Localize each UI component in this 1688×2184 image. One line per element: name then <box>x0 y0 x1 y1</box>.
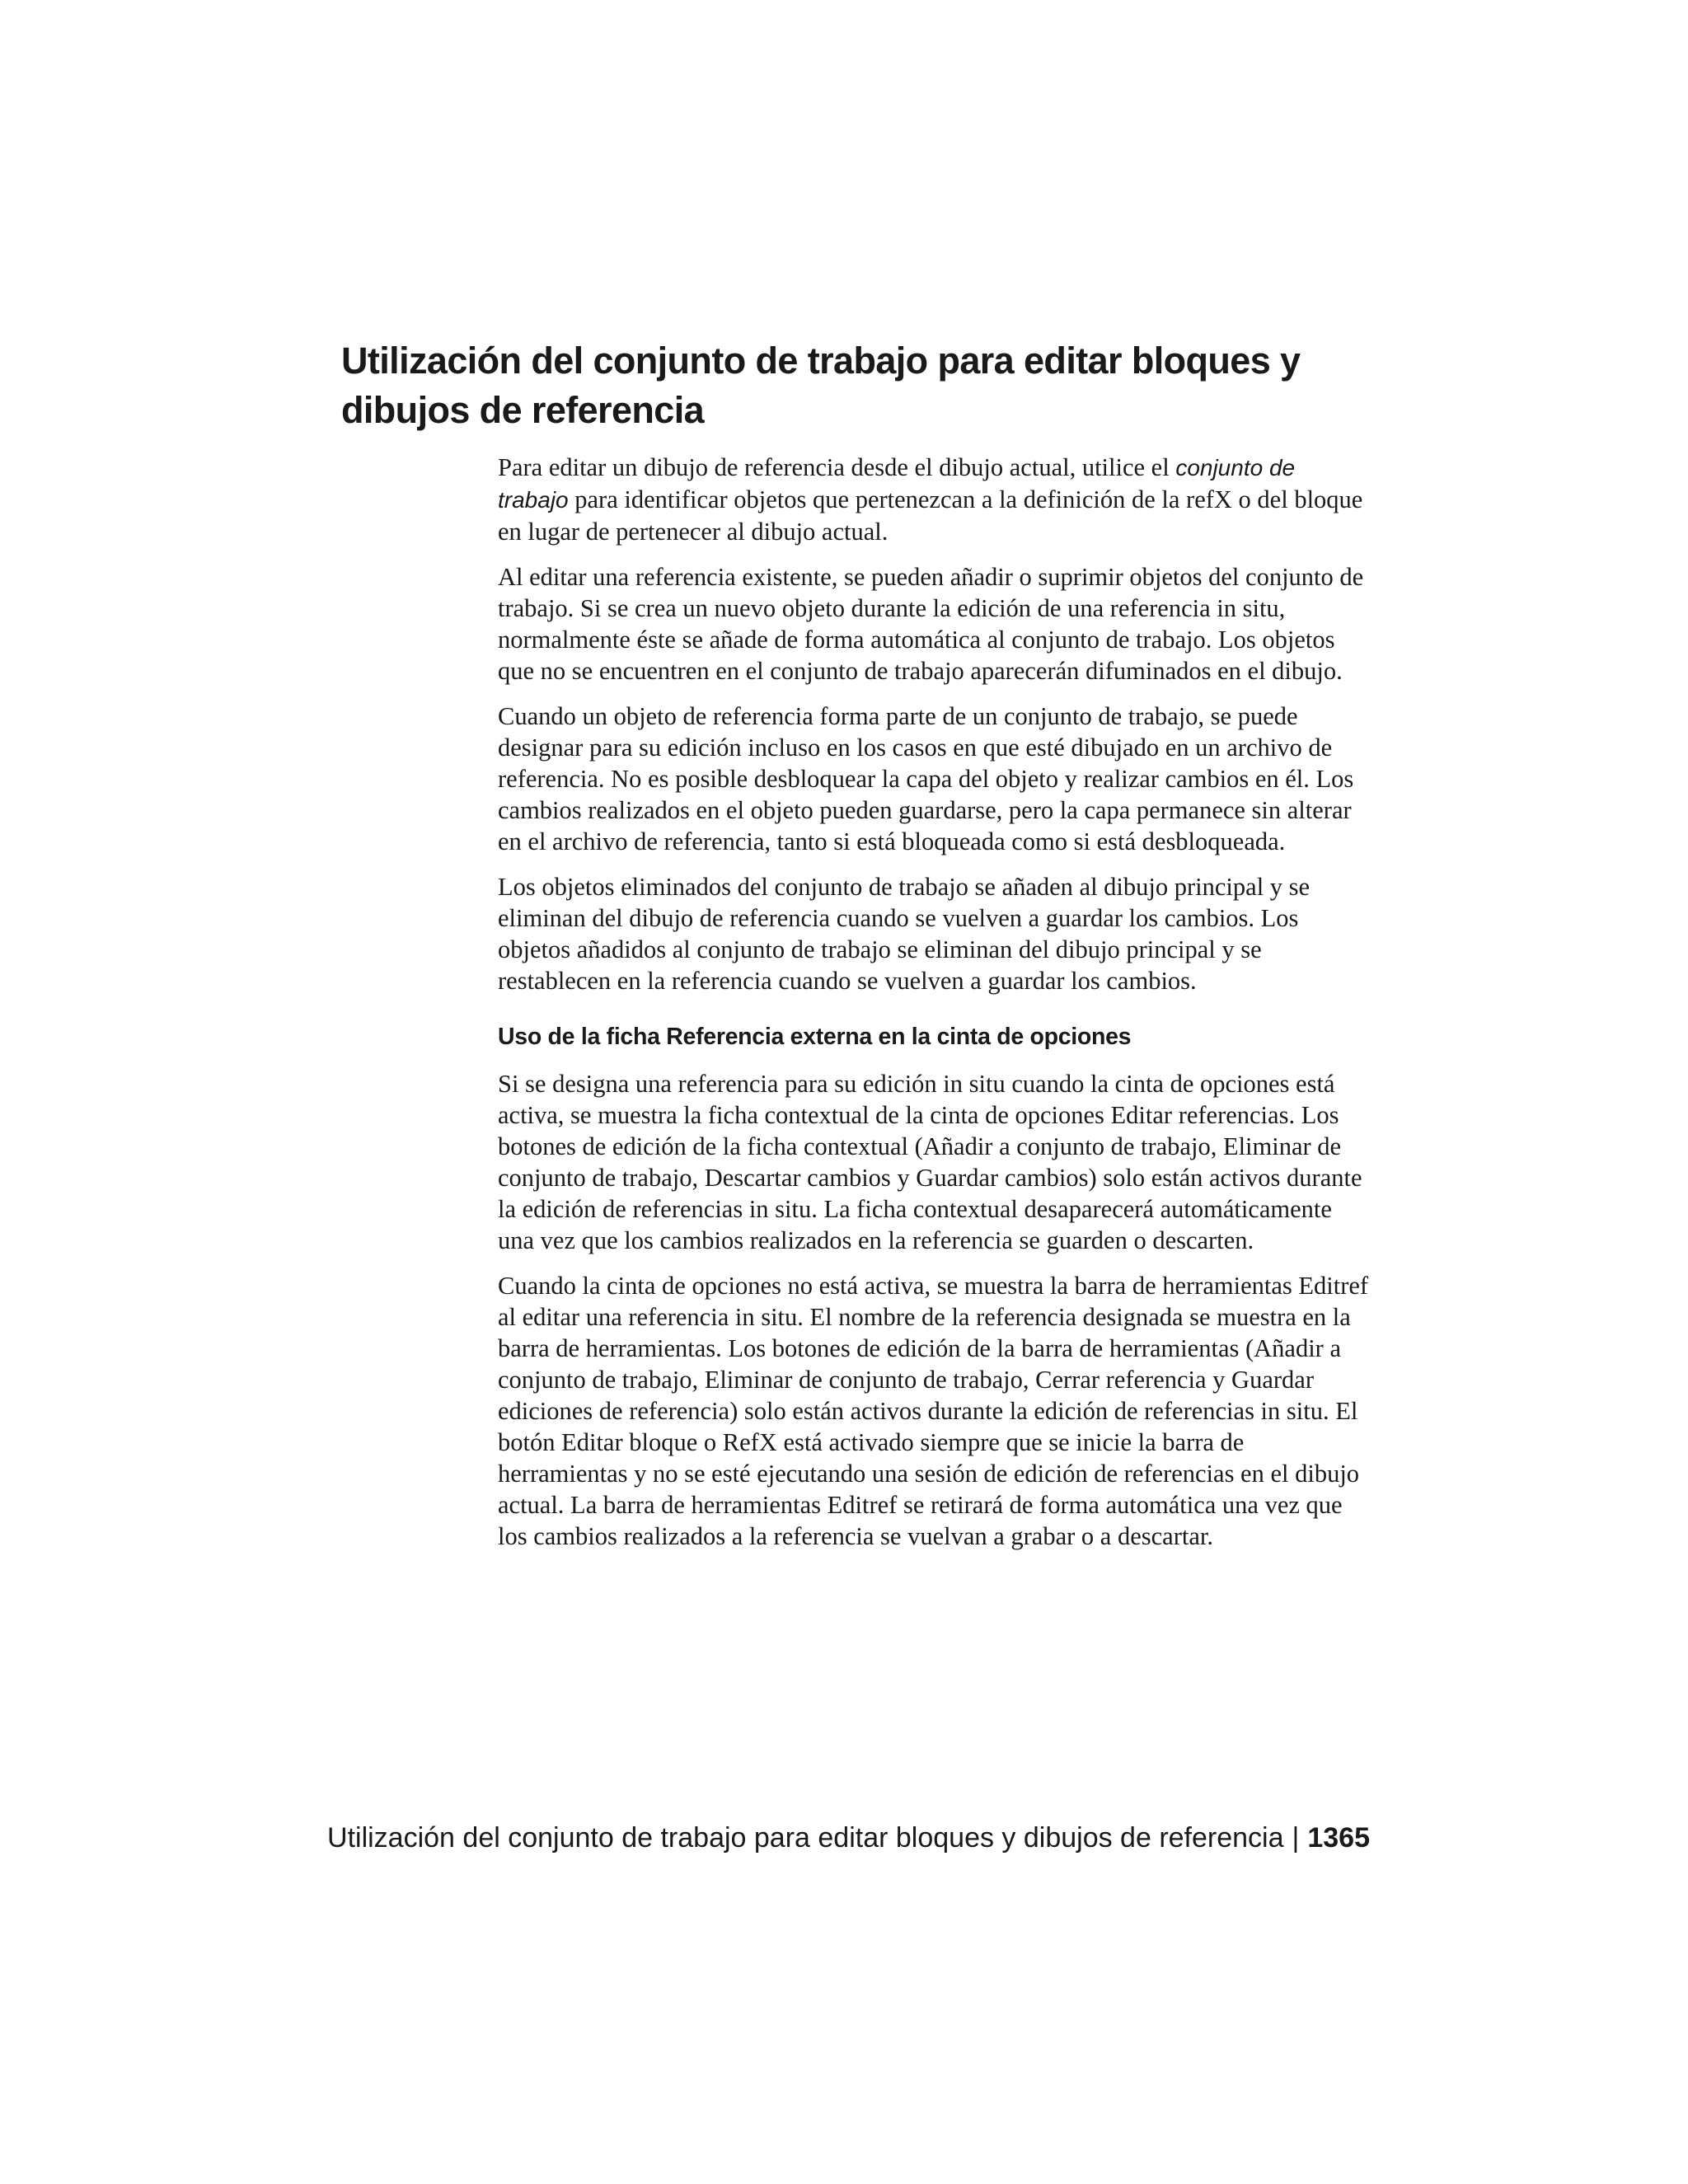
body-paragraph: Al editar una referencia existente, se pueden añadir o suprimir objetos del conjunto de trabajo. Si se crea un nuevo objeto durante la edición de una referencia in situ, normalmente éste se añade de forma automática al conjunto de trabajo. Los objetos que no se encuentren en el conjunto de trabajo aparecerán difuminados en el dibujo. <box>498 563 1364 685</box>
page-number: 1365 <box>1307 1822 1370 1854</box>
body-paragraph: Cuando la cinta de opciones no está activa, se muestra la barra de herramientas Editref al editar una referencia in situ. El nombre de la referencia designada se muestra en la barra de herramientas. Los botones de edición de la barra de herramientas (Añadir a conjunto de trabajo, Eliminar de conjunto de trabajo, Cerrar referencia y Guardar ediciones de referencia) solo están activos durante la edición de referencias in situ. El botón Editar bloque o RefX está activado siempre que se inicie la barra de herramientas y no se esté ejecutando una sesión de edición de referencias en el dibujo actual. La barra de herramientas Editref se retirará de forma automática una vez que los cambios realizados a la referencia se vuelvan a grabar o a descartar. <box>498 1272 1369 1550</box>
intro-paragraph <box>498 452 1372 547</box>
intro-text-before: Para editar un dibujo de referencia desde el dibujo actual, utilice el <box>498 453 1176 481</box>
page-title: Utilización del conjunto de trabajo para editar bloques y dibujos de referencia <box>341 340 1301 431</box>
body-column <box>498 452 1372 1566</box>
section-heading: Uso de la ficha Referencia externa en la cinta de opciones <box>498 1024 1132 1050</box>
body-paragraph: Los objetos eliminados del conjunto de trabajo se añaden al dibujo principal y se eliminan del dibujo de referencia cuando se vuelven a guardar los cambios. Los objetos añadidos al conjunto de trabajo se eliminan del dibujo principal y se restablecen en la referencia cuando se vuelven a guardar los cambios. <box>498 873 1311 995</box>
footer-separator: | <box>1292 1822 1300 1854</box>
intro-text-after: para identificar objetos que pertenezcan a la definición de la refX o del bloque en lugar de pertenecer al dibujo actual. <box>498 485 1363 546</box>
term-conjunto-de-trabajo: conjunto de trabajo <box>498 455 1296 513</box>
body-paragraph: Si se designa una referencia para su edición in situ cuando la cinta de opciones está activa, se muestra la ficha contextual de la cinta de opciones Editar referencias. Los botones de edición de la ficha contextual (Añadir a conjunto de trabajo, Eliminar de conjunto de trabajo, Descartar cambios y Guardar cambios) solo están activos durante la edición de referencias in situ. La ficha contextual desaparecerá automáticamente una vez que los cambios realizados en la referencia se guarden o descarten. <box>498 1070 1362 1254</box>
running-title: Utilización del conjunto de trabajo para editar bloques y dibujos de referencia <box>327 1822 1284 1854</box>
page-footer <box>327 1820 1370 1856</box>
body-paragraph: Cuando un objeto de referencia forma parte de un conjunto de trabajo, se puede designar para su edición incluso en los casos en que esté dibujado en un archivo de referencia. No es posible desbloquear la capa del objeto y realizar cambios en él. Los cambios realizados en el objeto pueden guardarse, pero la capa permanece sin alterar en el archivo de referencia, tanto si está bloqueada como si está desbloqueada. <box>498 702 1354 855</box>
